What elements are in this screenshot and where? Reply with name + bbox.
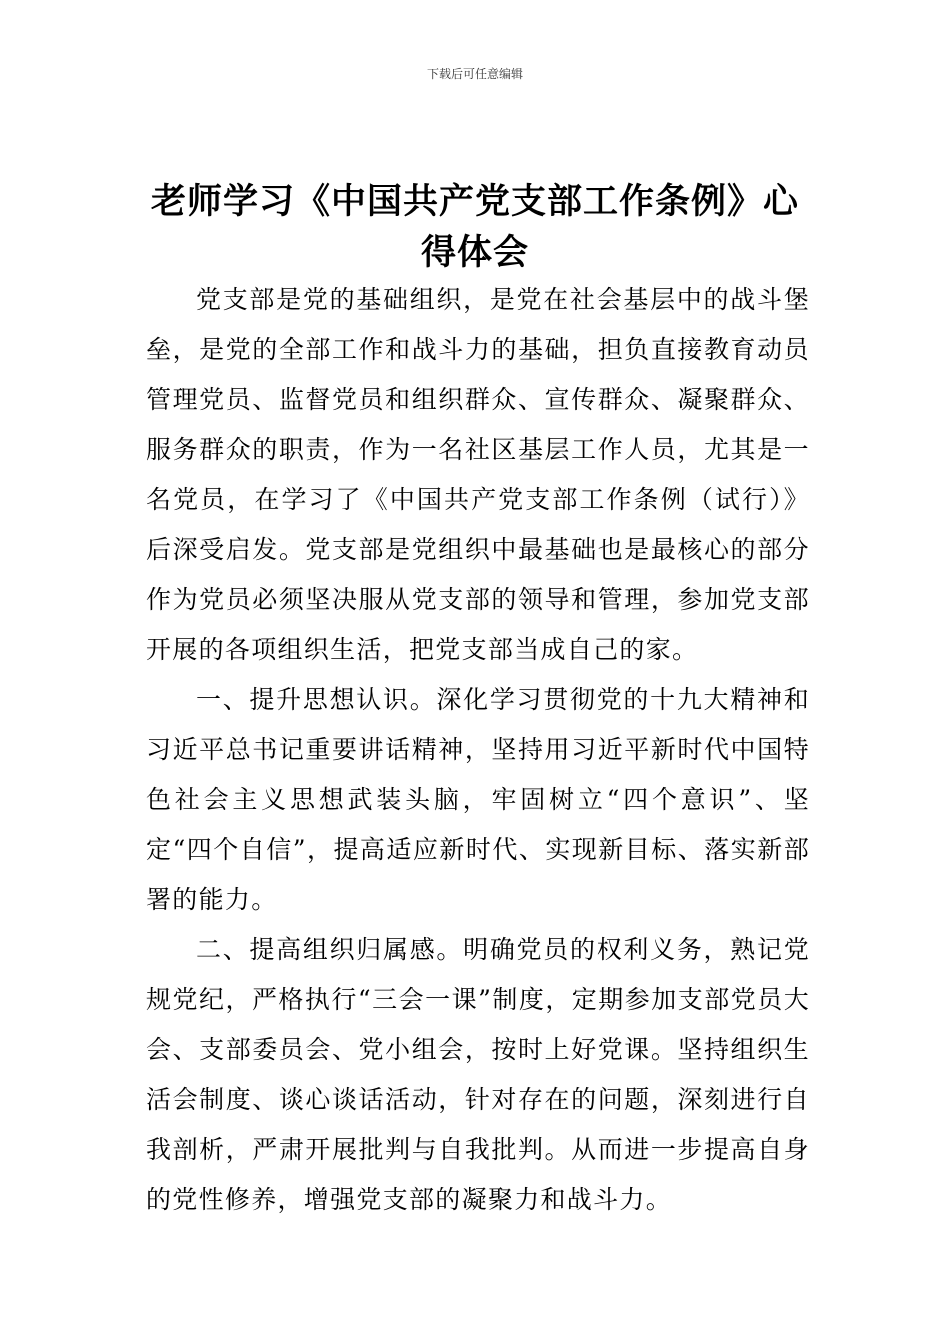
paragraph-intro: 党支部是党的基础组织，是党在社会基层中的战斗堡垒，是党的全部工作和战斗力的基础，担负直接教育动员管理党员、监督党员和组织群众、宣传群众、凝聚群众、服务群众的职责，作为一名社区基层工作人员，尤其是一名党员，在学习了《中国共产党支部工作条例（试行）》后深受启发。党支部是党组织中最基础也是最核心的部分作为党员必须坚决服从党支部的领导和管理，参加党支部开展的各项组织生活，把党支部当成自己的家。 bbox=[146, 285, 810, 664]
paragraph-point-two: 二、提高组织归属感。明确党员的权利义务，熟记党规党纪，严格执行“三会一课”制度，定期参加支部党员大会、支部委员会、党小组会，按时上好党课。坚持组织生活会制度、谈心谈话活动，针对存在的问题，深刻进行自我剖析，严肃开展批判与自我批判。从而进一步提高自身的党性修养，增强党支部的凝聚力和战斗力。 bbox=[146, 935, 810, 1214]
document-title: 老师学习《中国共产党支部工作条例》心得体会 bbox=[150, 181, 799, 273]
page-header-note: 下载后可任意编辑 bbox=[426, 67, 523, 81]
paragraph-point-one: 一、提升思想认识。深化学习贯彻党的十九大精神和习近平总书记重要讲话精神，坚持用习近平新时代中国特色社会主义思想武装头脑，牢固树立“四个意识”、坚定“四个自信”，提高适应新时代、实现新目标、落实新部署的能力。 bbox=[146, 685, 810, 914]
document-body bbox=[146, 275, 810, 1225]
